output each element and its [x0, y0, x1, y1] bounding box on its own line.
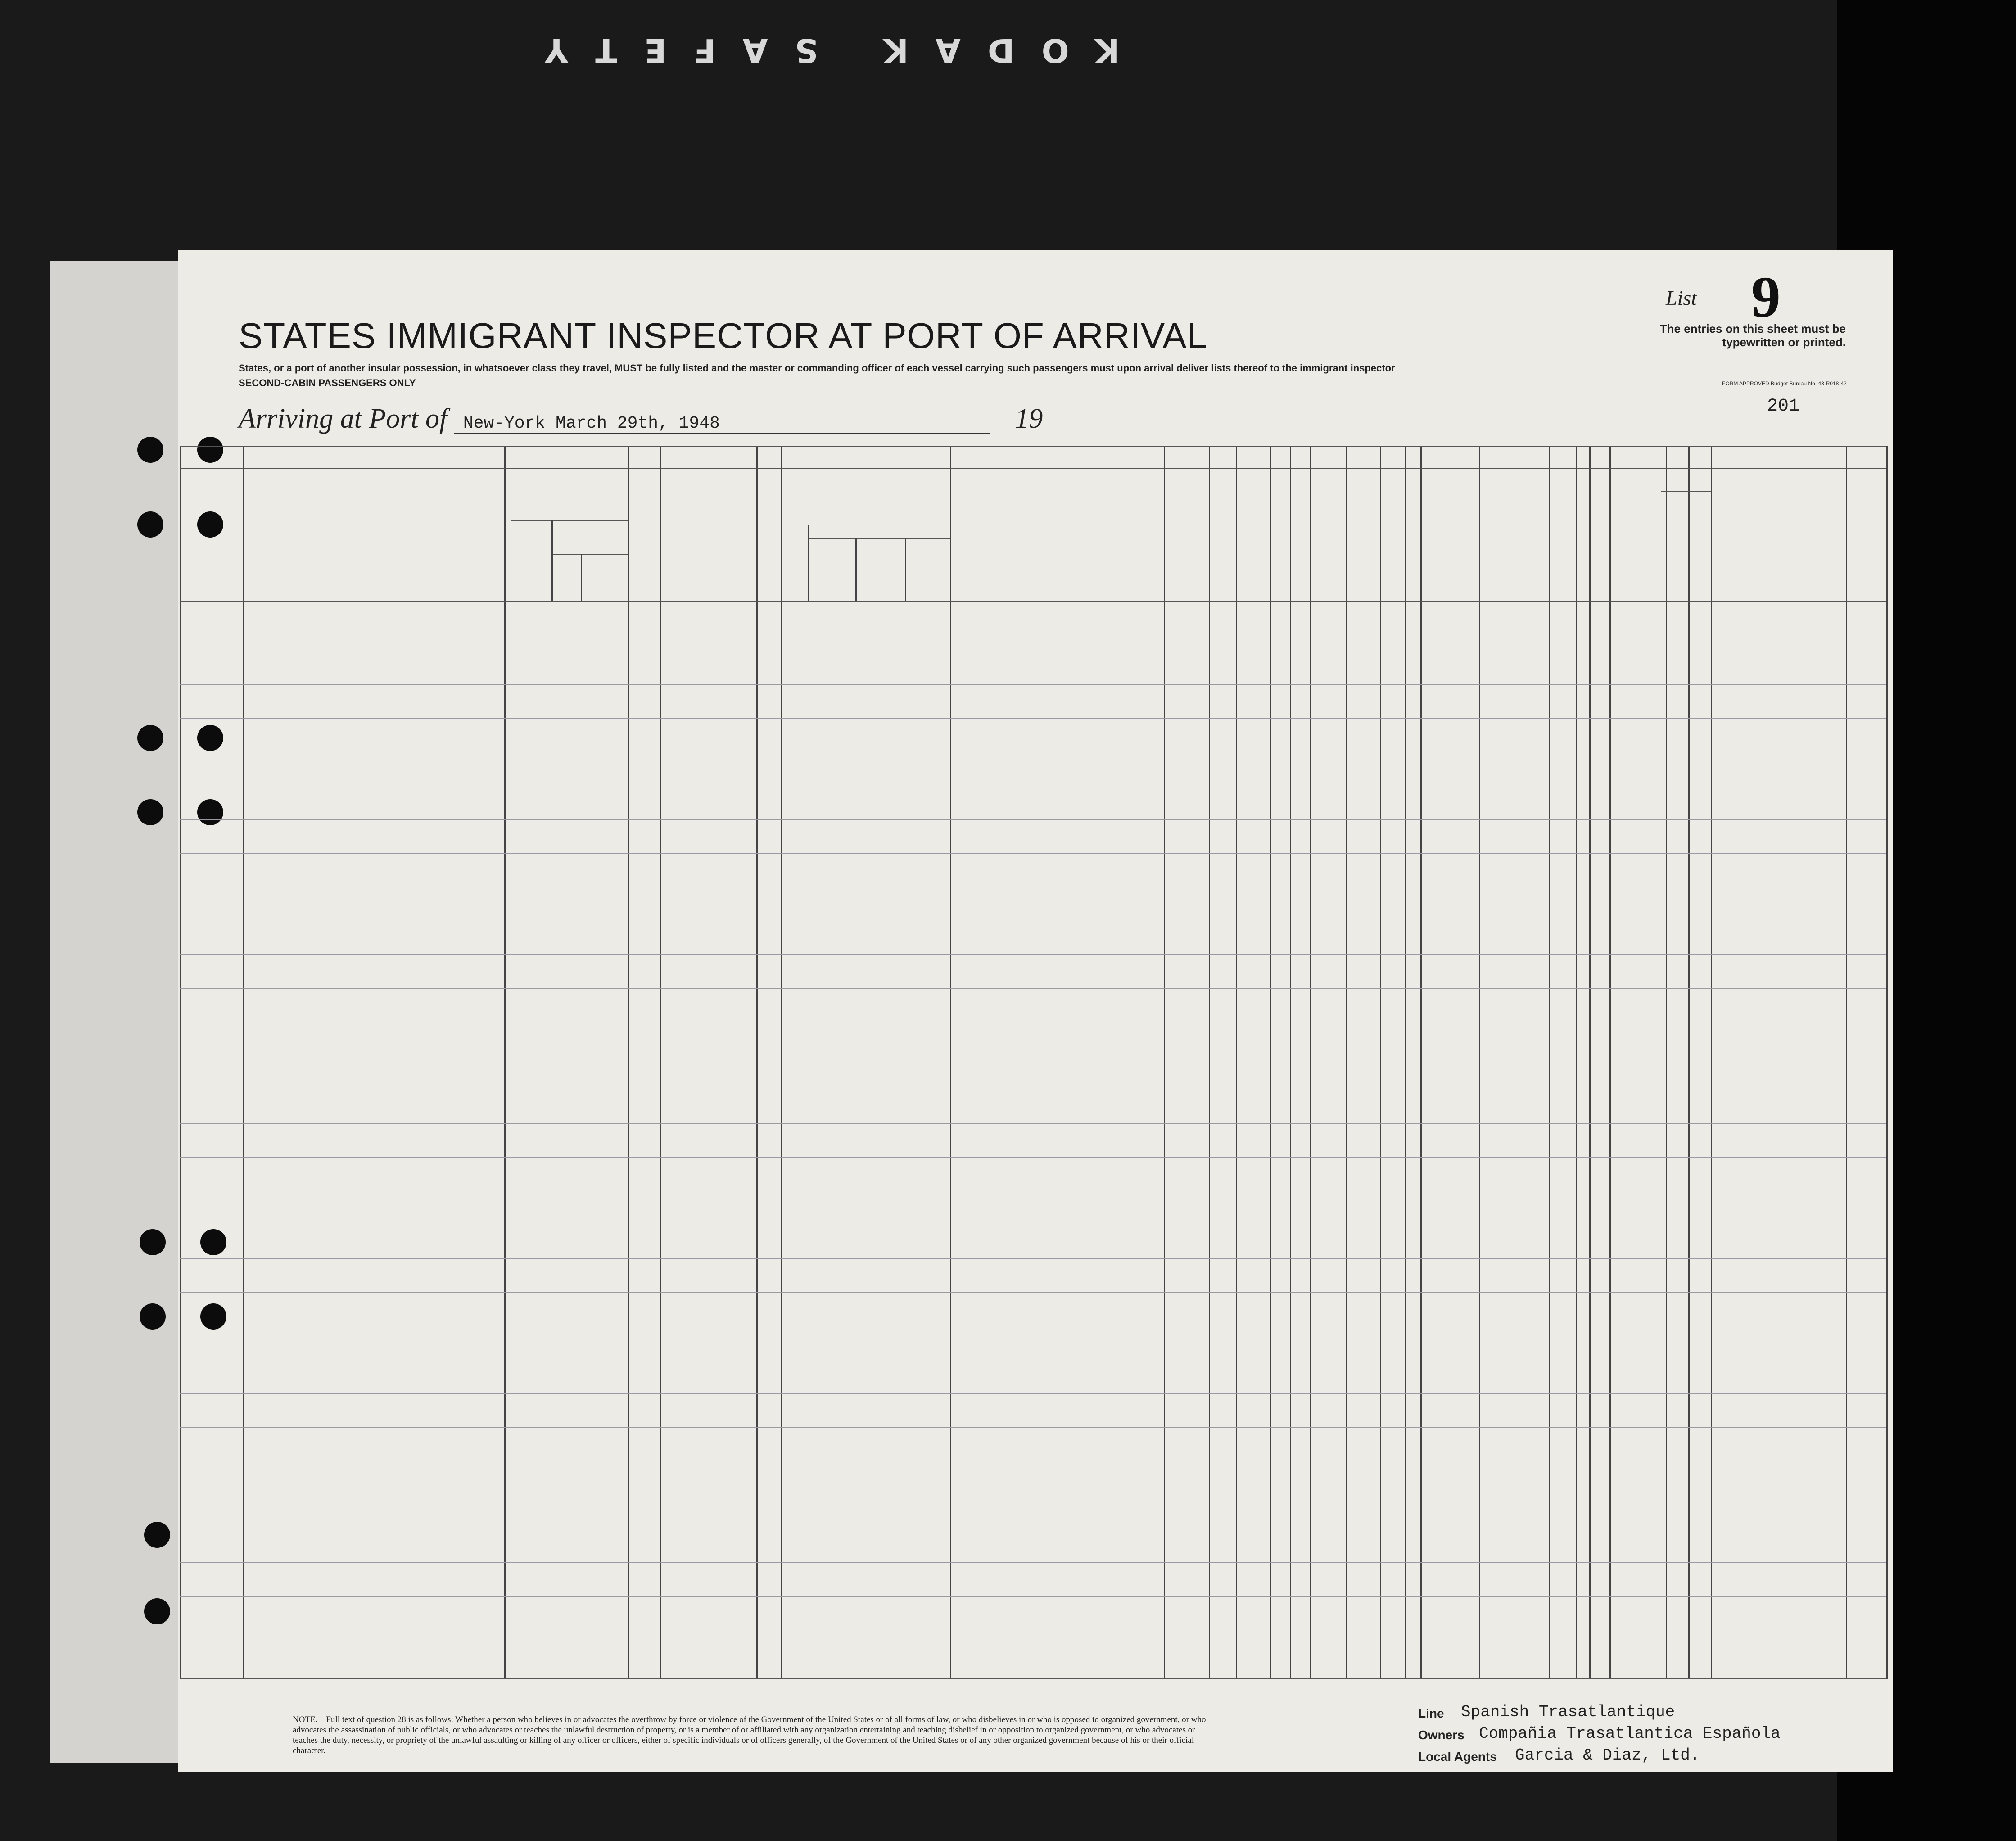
document-subtitle: States, or a port of another insular possession, in whatsoever class they travel, MUST be fully listed and the master or commanding officer of each vessel carrying such passengers must upon arrival deliver lists thereof to the immigrant inspector: [239, 362, 1395, 374]
column-divider: [660, 446, 661, 1679]
column-divider: [781, 446, 782, 1679]
column-divider: [1236, 446, 1237, 1679]
column-header: [1237, 482, 1260, 572]
list-number: 9: [1751, 265, 1781, 330]
page-number: 201: [1767, 396, 1800, 416]
sub-rule: [511, 520, 628, 521]
column-divider: [1609, 446, 1611, 1679]
column-divider: [1666, 446, 1667, 1679]
footnote: NOTE.—Full text of question 28 is as follows: Whether a person who believes in or advocates the overthrow by force or violence of the Government of the United States or of all forms of law, or who disbelieves in or who is opposed to organized government, or who advocates the assassination of public officials, or who advocates or teaches the unlawful destruction of property, or is a member of or affiliated with any organization entertaining and teaching disbelief in or opposition to organized government, or who advocates or teaches the duty, necessity, or propriety of the unlawful assaulting or killing of any officer or officers, either of specific individuals or of officers generally, of the Government of the United States or of any other organized government because of his or their official character.: [293, 1715, 1206, 1755]
row-rule: [180, 988, 1886, 989]
header-bottom-rule: [180, 601, 1886, 602]
column-divider: [1479, 446, 1480, 1679]
owners-value: Compañia Trasatlantica Española: [1479, 1724, 1781, 1743]
row-rule: [180, 1596, 1886, 1597]
punch-hole: [137, 511, 163, 538]
column-divider: [756, 446, 758, 1679]
line-label: Line: [1418, 1706, 1444, 1720]
row-rule: [180, 819, 1886, 820]
row-rule: [180, 718, 1886, 719]
arriving-year: 19: [1015, 403, 1043, 434]
sub-rule: [1661, 491, 1711, 492]
agents-label: Local Agents: [1418, 1750, 1497, 1764]
header-number-rule: [180, 468, 1886, 469]
punch-hole: [137, 799, 163, 825]
column-divider: [1209, 446, 1210, 1679]
column-divider: [243, 446, 244, 1679]
row-rule: [180, 1157, 1886, 1158]
punch-hole: [144, 1598, 170, 1624]
row-rule: [180, 684, 1886, 685]
list-label: List: [1666, 286, 1697, 309]
column-divider: [1589, 446, 1591, 1679]
column-divider: [180, 446, 181, 1679]
punch-hole: [140, 1303, 166, 1330]
entries-note: The entries on this sheet must be typewritten or printed.: [1659, 322, 1846, 349]
column-header: [1270, 482, 1288, 572]
sub-rule: [551, 554, 628, 555]
column-divider: [1711, 446, 1712, 1679]
column-divider: [1576, 446, 1577, 1679]
column-header: [761, 473, 779, 563]
column-divider: [1549, 446, 1550, 1679]
row-rule: [180, 1393, 1886, 1394]
manifest-table: [180, 446, 1886, 1679]
column-divider: [1420, 446, 1422, 1679]
column-divider: [1405, 446, 1406, 1679]
agents-value: Garcia & Diaz, Ltd.: [1515, 1746, 1700, 1764]
sub-divider: [905, 538, 906, 601]
sub-divider: [808, 525, 809, 601]
row-rule: [180, 1292, 1886, 1293]
row-rule: [180, 853, 1886, 854]
column-divider: [1380, 446, 1381, 1679]
sub-divider: [551, 520, 553, 601]
row-rule: [180, 1123, 1886, 1124]
column-divider: [1310, 446, 1311, 1679]
row-rule: [180, 1562, 1886, 1563]
column-divider: [504, 446, 506, 1679]
arriving-line: [239, 403, 1043, 435]
sub-divider: [581, 554, 582, 601]
punch-hole: [137, 437, 163, 463]
column-divider: [1688, 446, 1690, 1679]
column-divider: [950, 446, 951, 1679]
column-divider: [1886, 446, 1888, 1679]
form-approved: FORM APPROVED Budget Bureau No. 43-R018-42: [1722, 380, 1847, 387]
film-edge-text: KODAK SAFETY: [518, 32, 1120, 69]
arriving-label: Arriving at Port of: [239, 403, 447, 434]
table-bottom-rule: [180, 1678, 1886, 1679]
column-divider: [628, 446, 629, 1679]
row-rule: [180, 954, 1886, 955]
document-title: STATES IMMIGRANT INSPECTOR AT PORT OF ARRIVAL: [239, 316, 1208, 356]
class-line: SECOND-CABIN PASSENGERS ONLY: [239, 377, 416, 389]
punch-hole: [144, 1522, 170, 1548]
row-rule: [180, 1258, 1886, 1259]
sub-rule: [808, 538, 950, 539]
punch-hole: [140, 1229, 166, 1255]
column-divider: [1846, 446, 1847, 1679]
arriving-value: New-York March 29th, 1948: [454, 414, 990, 434]
column-divider: [1270, 446, 1271, 1679]
row-rule: [180, 1427, 1886, 1428]
column-divider: [1164, 446, 1165, 1679]
header-top-rule: [180, 446, 1886, 447]
column-header: [630, 477, 657, 567]
sub-divider: [855, 538, 857, 601]
line-value: Spanish Trasatlantique: [1461, 1703, 1675, 1721]
column-divider: [1346, 446, 1347, 1679]
punch-hole: [137, 725, 163, 751]
column-divider: [1290, 446, 1291, 1679]
owners-label: Owners: [1418, 1728, 1465, 1742]
